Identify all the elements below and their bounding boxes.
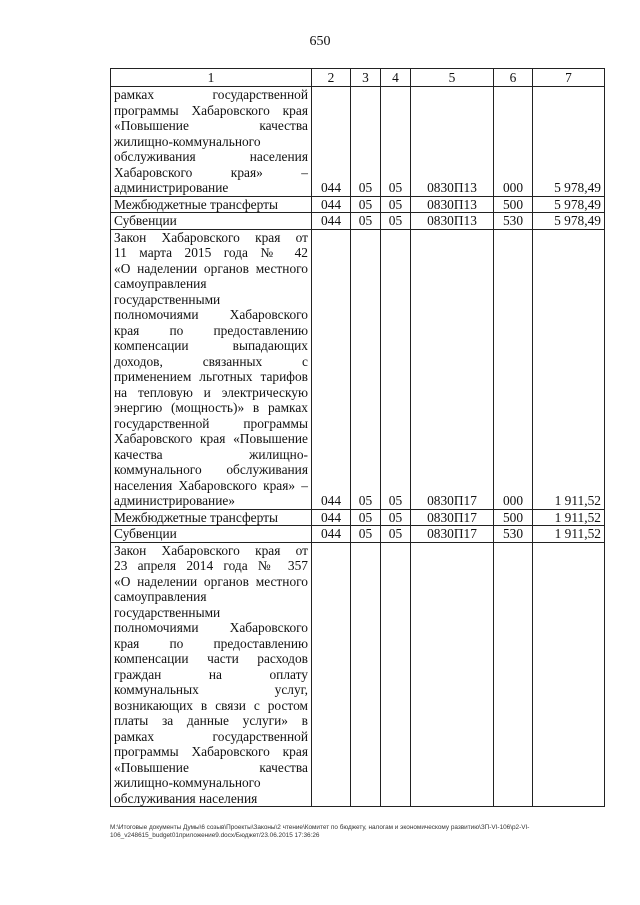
expense-type-code-cell: 000: [494, 87, 533, 197]
row-description: [111, 213, 312, 230]
description-line: Закон Хабаровского края от: [114, 229, 308, 245]
table-row: [111, 526, 605, 543]
amount-cell: 1 911,52: [533, 229, 605, 509]
description-line: государственными: [114, 604, 221, 620]
description-line: качества жилищно-: [114, 446, 308, 462]
page-number: 650: [309, 34, 331, 49]
budget-table: [110, 68, 605, 807]
table-row: [111, 509, 605, 526]
description-line: 11 марта 2015 года № 42: [114, 245, 308, 260]
subsection-code-cell: 05: [381, 526, 411, 543]
description-line: жилищно-коммунального: [114, 775, 261, 790]
table-row: [111, 542, 605, 807]
target-code-cell: 0830П13: [411, 87, 494, 197]
description-line: жилищно-коммунального: [114, 133, 261, 149]
section-code-cell: 05: [351, 213, 381, 230]
header-cell: 2: [312, 69, 351, 87]
file-path-footer: [110, 824, 610, 840]
footer-line: М:\Итоговые документы Думы\6 созыв\Проекты\Законы\2 чтение\Комитет по бюджету, налогам и экономическому развитию\ЗП-VI-106\р2-VI-: [110, 824, 530, 831]
description-line: «Повышение качества: [114, 118, 308, 133]
description-line: возникающих в связи с ростом: [114, 697, 308, 713]
table-row: [111, 87, 605, 197]
gr-code-cell: 044: [312, 509, 351, 526]
expense-type-code-cell: 500: [494, 196, 533, 213]
description-line: Закон Хабаровского края от: [114, 542, 308, 558]
expense-type-code-cell: 530: [494, 526, 533, 543]
row-description: [111, 542, 312, 807]
description-line: Межбюджетные трансферты: [114, 196, 278, 212]
description-line: коммунального обслуживания: [114, 462, 308, 477]
description-line: края по предоставлению: [114, 635, 308, 651]
expense-type-code-cell: 500: [494, 509, 533, 526]
description-line: программы Хабаровского края: [114, 744, 308, 759]
row-description: [111, 526, 312, 543]
expense-type-code-cell: 000: [494, 229, 533, 509]
row-description: [111, 509, 312, 526]
description-line: граждан на оплату: [114, 666, 308, 682]
header-row: [111, 69, 605, 87]
description-line: Хабаровского края» –: [114, 164, 308, 180]
header-cell: 1: [111, 69, 312, 87]
description-line: Межбюджетные трансферты: [114, 509, 278, 525]
description-line: компенсации выпадающих: [114, 338, 308, 353]
description-line: коммунальных услуг,: [114, 682, 308, 697]
gr-code-cell: [312, 542, 351, 807]
target-code-cell: 0830П17: [411, 526, 494, 543]
target-code-cell: 0830П13: [411, 213, 494, 230]
subsection-code-cell: [381, 542, 411, 807]
subsection-code-cell: 05: [381, 87, 411, 197]
description-line: платы за данные услуги» в: [114, 713, 308, 728]
header-cell: 5: [411, 69, 494, 87]
description-line: «О наделении органов местного: [114, 260, 308, 276]
row-description: [111, 87, 312, 197]
target-code-cell: 0830П17: [411, 509, 494, 526]
description-line: населения Хабаровского края» –: [114, 477, 308, 493]
subsection-code-cell: 05: [381, 229, 411, 509]
table-body: [111, 87, 605, 807]
table-row: [111, 229, 605, 509]
table-row: [111, 213, 605, 230]
description-line: «Повышение качества: [114, 759, 308, 775]
description-line: 23 апреля 2014 года № 357: [114, 558, 308, 573]
description-line: доходов, связанных с: [114, 353, 308, 369]
section-code-cell: 05: [351, 229, 381, 509]
description-line: администрирование»: [114, 493, 235, 508]
description-line: применением льготных тарифов: [114, 369, 308, 384]
target-code-cell: [411, 542, 494, 807]
header-cell: 7: [533, 69, 605, 87]
description-line: государственной программы: [114, 415, 308, 431]
row-description: [111, 229, 312, 509]
description-line: обслуживания населения: [114, 790, 258, 806]
gr-code-cell: 044: [312, 87, 351, 197]
description-line: рамках государственной: [114, 728, 308, 744]
amount-cell: 5 978,49: [533, 213, 605, 230]
expense-type-code-cell: [494, 542, 533, 807]
amount-cell: 1 911,52: [533, 526, 605, 543]
amount-cell: 1 911,52: [533, 509, 605, 526]
description-line: самоуправления: [114, 276, 207, 291]
description-line: «О наделении органов местного: [114, 573, 308, 589]
gr-code-cell: 044: [312, 196, 351, 213]
section-code-cell: [351, 542, 381, 807]
gr-code-cell: 044: [312, 229, 351, 509]
expense-type-code-cell: 530: [494, 213, 533, 230]
description-line: Субвенции: [114, 213, 177, 228]
row-description: [111, 196, 312, 213]
header-cell: 6: [494, 69, 533, 87]
description-line: Субвенции: [114, 526, 177, 541]
description-line: на тепловую и электрическую: [114, 384, 308, 400]
description-line: самоуправления: [114, 589, 207, 604]
target-code-cell: 0830П13: [411, 196, 494, 213]
subsection-code-cell: 05: [381, 509, 411, 526]
description-line: Хабаровского края «Повышение: [114, 431, 308, 446]
description-line: программы Хабаровского края: [114, 102, 308, 118]
section-code-cell: 05: [351, 509, 381, 526]
header-cell: 3: [351, 69, 381, 87]
description-line: полномочиями Хабаровского: [114, 620, 308, 635]
footer-line: 106_v248615_budget01приложение9.docx/Бюджет/23.06.2015 17:36:26: [110, 832, 320, 839]
description-line: государственными: [114, 291, 221, 307]
subsection-code-cell: 05: [381, 213, 411, 230]
target-code-cell: 0830П17: [411, 229, 494, 509]
description-line: рамках государственной: [114, 87, 308, 102]
amount-cell: 5 978,49: [533, 87, 605, 197]
section-code-cell: 05: [351, 526, 381, 543]
description-line: администрирование: [114, 180, 229, 195]
description-line: обслуживания населения: [114, 149, 308, 164]
description-line: энергию (мощность)» в рамках: [114, 400, 308, 415]
gr-code-cell: 044: [312, 213, 351, 230]
table-row: [111, 196, 605, 213]
section-code-cell: 05: [351, 196, 381, 213]
section-code-cell: 05: [351, 87, 381, 197]
gr-code-cell: 044: [312, 526, 351, 543]
amount-cell: 5 978,49: [533, 196, 605, 213]
header-cell: 4: [381, 69, 411, 87]
amount-cell: [533, 542, 605, 807]
subsection-code-cell: 05: [381, 196, 411, 213]
description-line: полномочиями Хабаровского: [114, 307, 308, 322]
description-line: компенсации части расходов: [114, 651, 308, 666]
description-line: края по предоставлению: [114, 322, 308, 338]
